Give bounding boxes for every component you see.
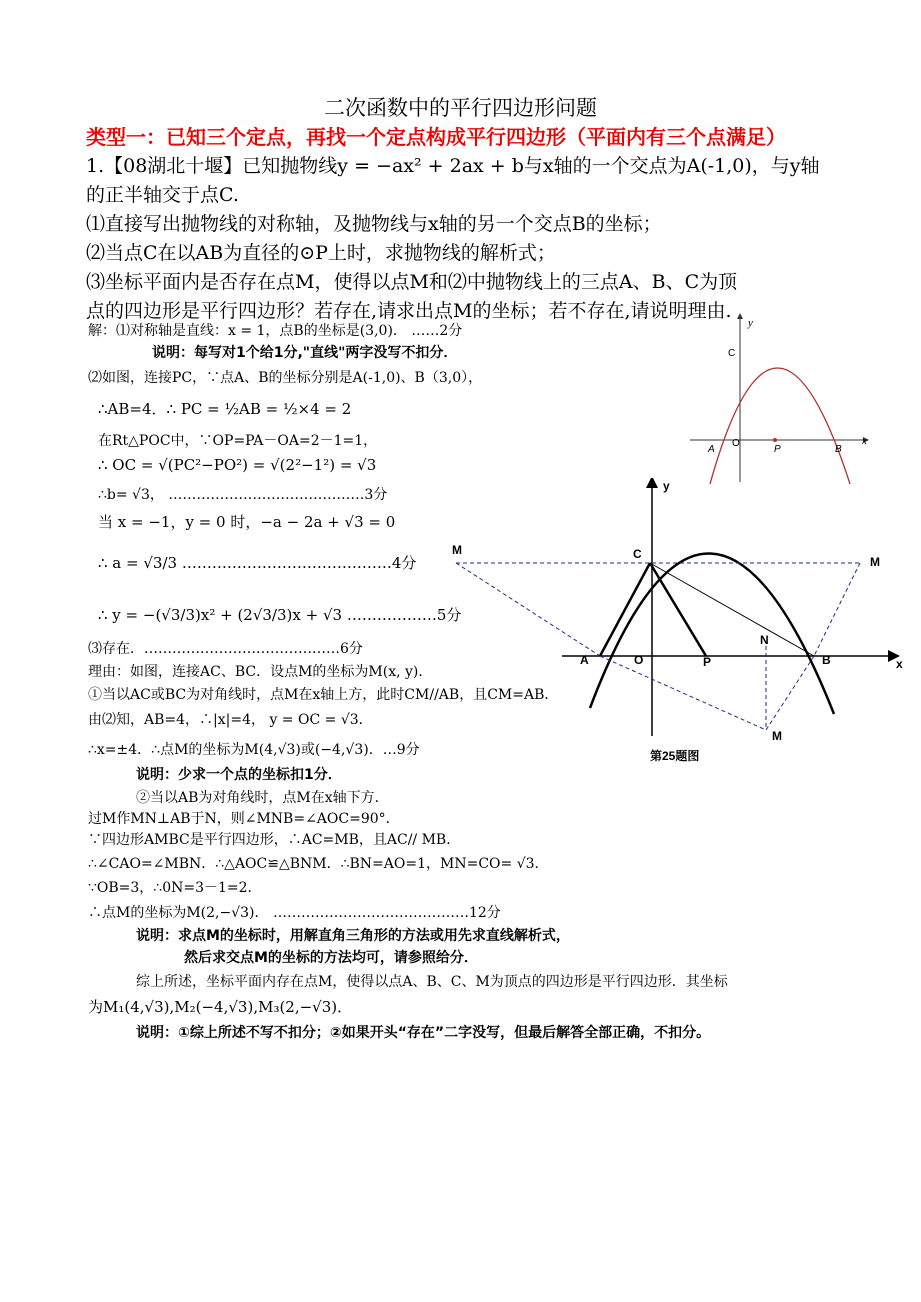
small-label-y: y	[748, 317, 753, 329]
large-label-o: O	[634, 653, 644, 667]
small-label-a: A	[708, 444, 715, 455]
small-label-b: B	[835, 444, 842, 455]
solution-step-5: ∴ OC = √(PC²−PO²) = √(2²−1²) = √3	[98, 456, 377, 474]
large-label-p: P	[703, 655, 712, 669]
solution-step-20: ∴点M的坐标为M(2,−√3)． ……………………………………12分	[88, 905, 501, 921]
large-label-c: C	[633, 547, 642, 561]
solution-step-11: 理由：如图，连接AC、BC．设点M的坐标为M(x, y)．	[88, 664, 433, 680]
solution-step-19: ∵OB=3，∴0N=3－1=2．	[88, 880, 262, 896]
small-label-p: P	[774, 444, 781, 455]
solution-step-14: ∴x=±4．∴点M的坐标为M(4,√3)或(−4,√3)．…9分	[88, 742, 420, 758]
solution-step-21: 综上所述，坐标平面内存在点M，使得以点A、B、C、M为顶点的四边形是平行四边形．其坐标	[136, 974, 728, 990]
small-label-x: x	[862, 435, 867, 447]
large-label-a: A	[580, 653, 589, 667]
solution-step-10: ⑶存在．……………………………………6分	[88, 641, 363, 657]
segment-cb	[650, 563, 814, 656]
note-4: 然后求交点M的坐标的方法均可，请参照给分．	[184, 950, 478, 966]
solution-step-15: ②当以AB为对角线时，点M在x轴下方．	[136, 790, 389, 806]
page-title: 二次函数中的平行四边形问题	[324, 96, 597, 120]
solution-step-13: 由⑵知，AB=4，∴|x|=4， y = OC = √3．	[88, 712, 373, 728]
solution-step-1: 解：⑴对称轴是直线：x = 1，点B的坐标是(3,0)． ……2分	[88, 323, 463, 339]
problem-line-2: 的正半轴交于点C.	[86, 184, 239, 206]
segment-ac	[600, 563, 650, 656]
type-heading: 类型一：已知三个定点，再找一个定点构成平行四边形（平面内有三个点满足）	[86, 125, 786, 149]
solution-step-9: ∴ y = −(√3/3)x² + (2√3/3)x + √3 ………………5分	[98, 606, 462, 624]
large-label-b: B	[822, 653, 831, 667]
large-parabola-curve	[590, 553, 834, 714]
solution-step-22: 为M₁(4,√3),M₂(−4,√3),M₃(2,−√3)．	[88, 998, 353, 1016]
small-point-p	[773, 438, 777, 442]
solution-step-6: ∴b= √3， ……………………………………3分	[98, 487, 388, 503]
note-1: 说明：每写对1个给1分,"直线"两字没写不扣分．	[152, 345, 458, 361]
solution-step-17: ∵四边形AMBC是平行四边形，∴AC=MB，且AC// MB．	[88, 832, 461, 848]
solution-step-12: ①当以AC或BC为对角线时，点M在x轴上方，此时CM//AB，且CM=AB．	[88, 687, 559, 703]
small-parabola-figure	[690, 312, 870, 484]
segment-cp	[650, 563, 706, 656]
large-label-x: x	[896, 657, 903, 671]
large-label-m-bottom: M	[772, 729, 782, 743]
large-label-y: y	[663, 479, 670, 493]
figure-caption: 第25题图	[650, 749, 700, 763]
solution-step-2: ⑵如图，连接PC，∵点A、B的坐标分别是A(-1,0)、B（3,0），	[88, 370, 483, 386]
problem-line-4: ⑵当点C在以AB为直径的⊙P上时，求抛物线的解析式；	[86, 242, 556, 264]
solution-step-7: 当 x = −1，y = 0 时，−a − 2a + √3 = 0	[98, 513, 396, 531]
dashed-line-a-m-bottom	[600, 656, 766, 730]
large-parallelogram-figure	[450, 478, 910, 778]
dashed-line-left-m-a	[456, 563, 600, 656]
solution-step-16: 过M作MN⊥AB于N，则∠MNB=∠AOC=90°．	[88, 811, 400, 827]
note-2: 说明：少求一个点的坐标扣1分．	[136, 767, 342, 783]
large-label-m-right: M	[870, 555, 880, 569]
small-label-o: O	[732, 438, 740, 449]
dashed-line-right-m-b	[814, 563, 860, 656]
solution-step-18: ∴∠CAO=∠MBN．∴△AOC≌△BNM．∴BN=AO=1，MN=CO= √3．	[88, 856, 549, 872]
problem-line-5: ⑶坐标平面内是否存在点M，使得以点M和⑵中抛物线上的三点A、B、C为顶	[86, 271, 738, 293]
solution-step-8: ∴ a = √3/3 ……………………………………4分	[98, 554, 417, 572]
note-5: 说明：①综上所述不写不扣分；②如果开头“存在”二字没写，但最后解答全部正确，不扣分。	[136, 1025, 711, 1041]
problem-line-6: 点的四边形是平行四边形？若存在,请求出点M的坐标；若不存在,请说明理由.	[86, 300, 732, 322]
large-label-n: N	[760, 633, 769, 647]
small-parabola-curve	[710, 368, 850, 484]
dashed-line-b-m-bottom	[766, 656, 814, 730]
large-label-m-left: M	[452, 543, 462, 557]
problem-line-1: 1.【08湖北十堰】已知抛物线y = −ax² + 2ax + b与x轴的一个交点为A(-1,0)，与y轴	[86, 155, 820, 177]
problem-line-3: ⑴直接写出抛物线的对称轴，及抛物线与x轴的另一个交点B的坐标；	[86, 213, 662, 235]
note-3: 说明：求点M的坐标时，用解直角三角形的方法或用先求直线解析式，	[136, 928, 570, 944]
solution-step-3: ∴AB=4．∴ PC = ½AB = ½×4 = 2	[98, 400, 352, 418]
solution-step-4: 在Rt△POC中，∵OP=PA－OA=2－1=1，	[98, 433, 378, 449]
small-label-c: C	[728, 348, 736, 359]
